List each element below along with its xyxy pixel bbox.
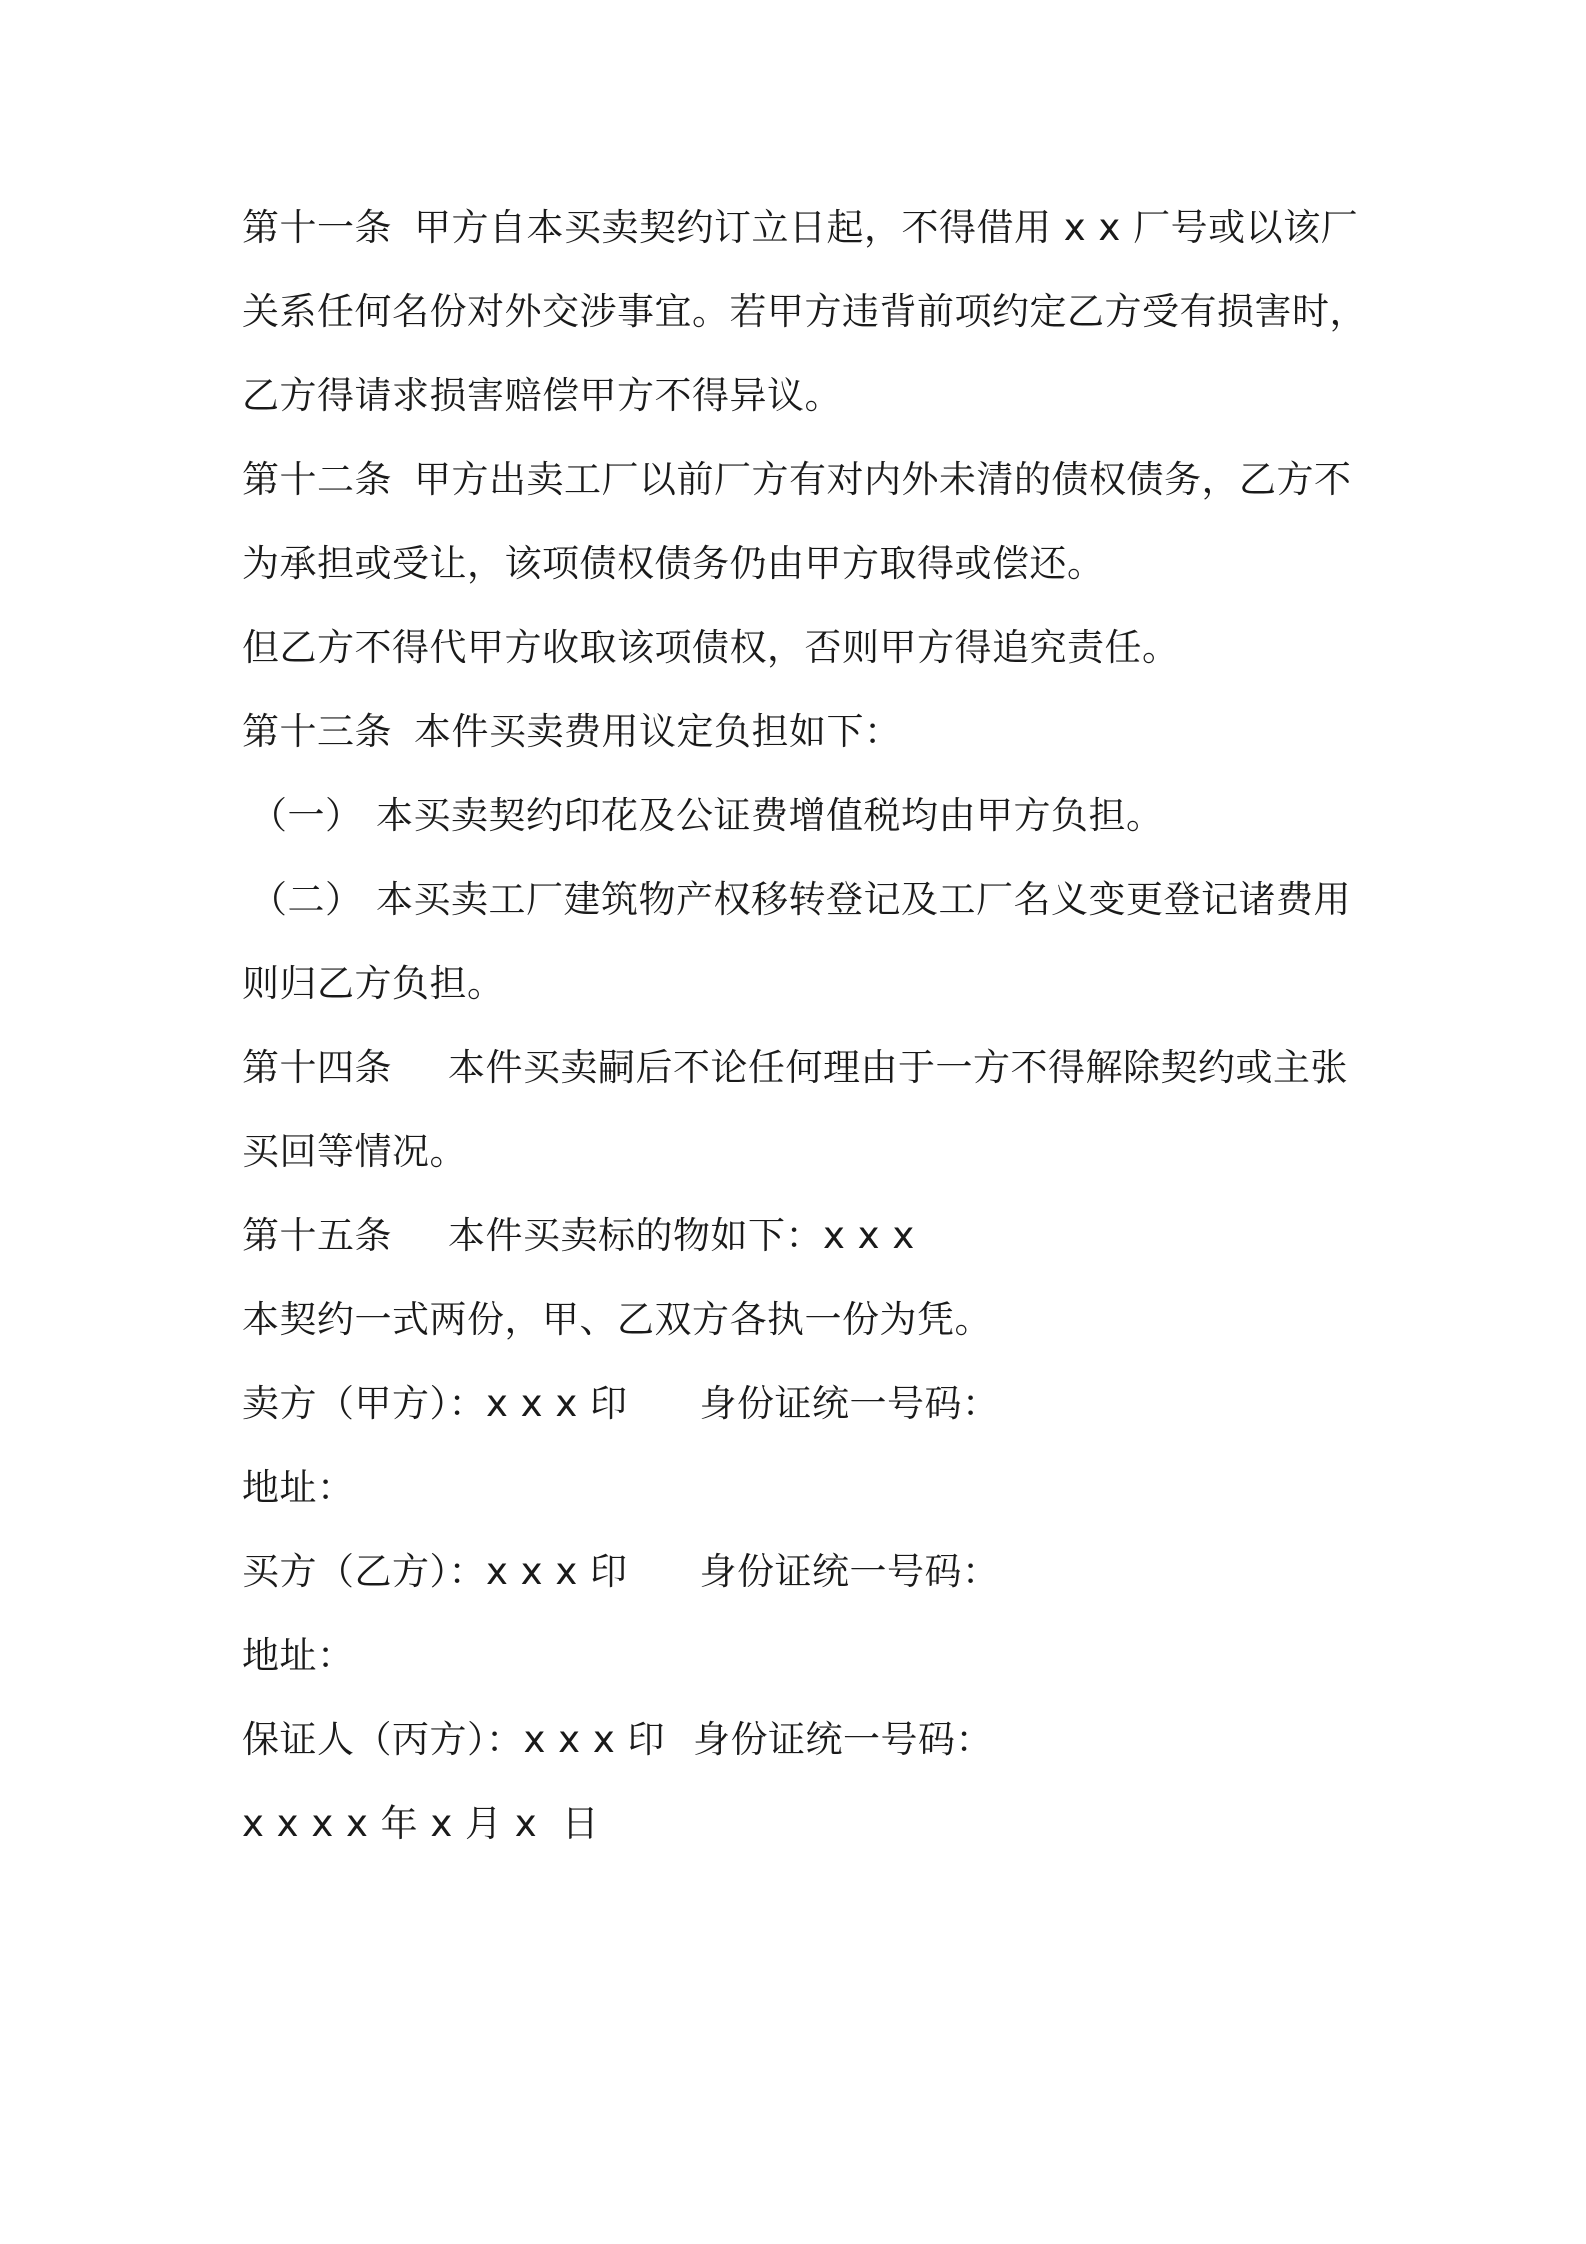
- article-12-text-1: 甲方出卖工厂以前厂方有对内外未清的债权债务，乙方不: [414, 458, 1352, 501]
- guarantor-label: 保证人（丙方）：x x x 印: [242, 1718, 665, 1761]
- item-2-number: （二）: [250, 878, 363, 921]
- seller-label: 卖方（甲方）：x x x 印: [242, 1382, 628, 1425]
- article-11-text-1: 甲方自本买卖契约订立日起，不得借用 x x 厂号或以该厂: [414, 206, 1359, 249]
- buyer-address: 地址：: [242, 1634, 355, 1677]
- item-1-text: 本买卖契约印花及公证费增值税均由甲方负担。: [376, 794, 1164, 837]
- article-13-heading: 第十三条: [242, 710, 392, 753]
- buyer-id-label: 身份证统一号码：: [699, 1550, 1000, 1593]
- article-11-heading: 第十一条: [242, 206, 392, 249]
- article-13-line-1: [242, 707, 1362, 757]
- item-2-text: 本买卖工厂建筑物产权移转登记及工厂名义变更登记诸费用: [376, 878, 1351, 921]
- copies-statement: 本契约一式两份，甲、乙双方各执一份为凭。: [242, 1298, 992, 1341]
- date-line: x x x x 年 x 月 x 日: [242, 1802, 600, 1845]
- buyer-label: 买方（乙方）：x x x 印: [242, 1550, 628, 1593]
- seller-address: 地址：: [242, 1466, 355, 1509]
- seller-line: [242, 1379, 1362, 1429]
- article-11-line-3: 乙方得请求损害赔偿甲方不得异议。: [242, 374, 842, 417]
- seller-id-label: 身份证统一号码：: [699, 1382, 1000, 1425]
- buyer-line: [242, 1547, 1362, 1597]
- article-15-line-1: [242, 1211, 1362, 1261]
- article-13-text-1: 本件买卖费用议定负担如下：: [414, 710, 902, 753]
- article-12-line-3: 但乙方不得代甲方收取该项债权，否则甲方得追究责任。: [242, 626, 1180, 669]
- guarantor-line: [242, 1715, 1362, 1765]
- article-12-line-1: [242, 455, 1362, 505]
- item-1-number: （一）: [250, 794, 363, 837]
- article-11-line-2: 关系任何名份对外交涉事宜。若甲方违背前项约定乙方受有损害时，: [242, 290, 1367, 333]
- article-14-heading: 第十四条: [242, 1046, 392, 1089]
- article-13-item-1: [242, 791, 1370, 841]
- article-13-item-2: [242, 875, 1370, 925]
- article-12-line-2: 为承担或受让，该项债权债务仍由甲方取得或偿还。: [242, 542, 1105, 585]
- article-14-line-2: 买回等情况。: [242, 1130, 467, 1173]
- article-15-heading: 第十五条: [242, 1214, 392, 1257]
- article-15-text-1: 本件买卖标的物如下：x x x: [448, 1214, 915, 1257]
- article-11-line-1: [242, 203, 1362, 253]
- article-13-item-2-line-2: 则归乙方负担。: [242, 962, 505, 1005]
- article-14-text-1: 本件买卖嗣后不论任何理由于一方不得解除契约或主张: [448, 1046, 1348, 1089]
- article-12-heading: 第十二条: [242, 458, 392, 501]
- article-14-line-1: [242, 1043, 1362, 1093]
- guarantor-id-label: 身份证统一号码：: [692, 1718, 993, 1761]
